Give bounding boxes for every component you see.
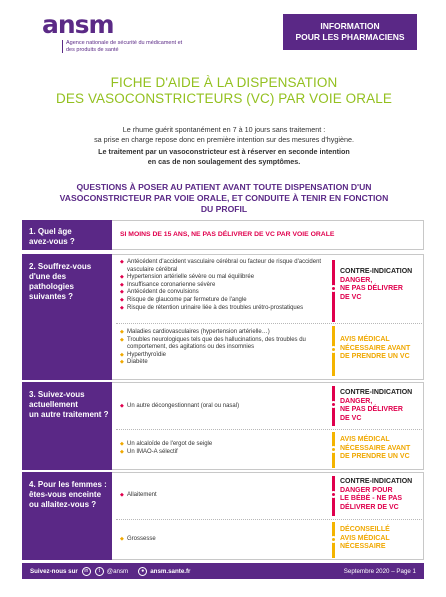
contraindication-bar (332, 386, 335, 426)
verdict-line: DE PRENDRE UN VC (340, 453, 410, 461)
verdict-head: CONTRE-INDICATION (340, 478, 413, 485)
page-title (46, 75, 402, 107)
list-item: ◆ Maladies cardiovasculaires (hypertension artérielle…) (120, 329, 330, 337)
question-pathologies-line-2: d'une des pathologies (29, 272, 74, 291)
list-item: ◆ Risque de rétention urinaire liée à des troubles urétro-prostatiques (120, 305, 330, 313)
section-title (56, 182, 392, 215)
treatment-medical-advice-list (120, 441, 330, 456)
bar-marker (330, 346, 337, 353)
intro-text (56, 125, 392, 167)
divider (116, 323, 422, 324)
linkedin-icon[interactable]: in (82, 567, 91, 576)
question-treatment-line-1: 3. Suivez-vous (29, 390, 85, 399)
verdict-line: DANGER, (340, 276, 373, 284)
verdict-line: DÉLIVRER DE VC (340, 503, 399, 511)
verdict-line: NE PAS DÉLIVRER (340, 285, 403, 293)
list-item: ◆ Grossesse (120, 536, 330, 544)
medical-advice-bar (332, 326, 335, 376)
twitter-icon[interactable]: t (95, 567, 104, 576)
list-item: ◆ Insuffisance coronarienne sévère (120, 282, 330, 290)
question-pathologies-line-1: 2. Souffrez-vous (29, 262, 92, 271)
medical-advice-bar (332, 432, 335, 468)
title-line-2: DES VASOCONSTRICTEURS (VC) PAR VOIE ORALE (56, 91, 392, 106)
pathologies-medical-advice-list (120, 329, 330, 367)
pregnancy-contraindication-verdict (340, 478, 412, 512)
intro-bold-2: en cas de non soulagement des symptômes. (147, 157, 301, 166)
list-item: ◆ Troubles neurologiques tels que des hallucinations, des troubles du comportement, des agitations ou des insomnies (120, 337, 330, 352)
question-pregnancy-line-1: 4. Pour les femmes : (29, 480, 107, 489)
logo-wordmark: ansm (42, 10, 114, 39)
question-age-line-2: avez-vous ? (29, 237, 75, 246)
verdict-line: AVIS MÉDICAL (340, 534, 390, 542)
website-link[interactable]: ansm.sante.fr (150, 567, 191, 575)
verdict-line: LE BÉBÉ - NE PAS (340, 495, 403, 503)
bar-marker (330, 401, 337, 408)
intro-line-1: Le rhume guérit spontanément en 7 à 10 jours sans traitement : (122, 125, 326, 134)
question-age-line-1: 1. Quel âge (29, 227, 72, 236)
divider (116, 429, 422, 430)
list-item: ◆ Un alcaloïde de l'ergot de seigle (120, 441, 330, 449)
verdict-line: NÉCESSAIRE AVANT (340, 444, 411, 452)
verdict-line: AVIS MÉDICAL (340, 436, 390, 443)
divider (116, 519, 422, 520)
treatment-contraindication-list (120, 403, 330, 411)
verdict-line: AVIS MÉDICAL (340, 336, 390, 343)
footer-follow-label: Suivez-nous sur (30, 567, 78, 575)
question-pathologies-line-3: suivantes ? (29, 292, 74, 301)
section-title-line-1: QUESTIONS À POSER AU PATIENT AVANT TOUTE DISPENSATION D'UN (76, 182, 372, 192)
verdict-line: NÉCESSAIRE (340, 543, 386, 551)
twitter-handle[interactable]: @ansm (106, 567, 129, 575)
pregnancy-medical-advice-verdict (340, 526, 390, 552)
section-title-line-2: VASOCONSTRICTEUR PAR VOIE ORALE, ET CONDUITE À TENIR EN FONCTION DU PROFIL (59, 193, 389, 214)
bar-marker (330, 285, 337, 292)
bar-marker (330, 536, 337, 543)
question-treatment-line-2: actuellement (29, 400, 78, 409)
question-other-treatment (22, 382, 112, 470)
treatment-contraindication-verdict (340, 389, 412, 423)
medical-advice-bar (332, 522, 335, 558)
contraindication-bar (332, 476, 335, 516)
verdict-line: DANGER, (340, 397, 373, 405)
answer-age-text: SI MOINS DE 15 ANS, NE PAS DÉLIVRER DE VC PAR VOIE ORALE (120, 231, 335, 238)
verdict-line: DE VC (340, 414, 362, 422)
audience-line-1: INFORMATION (320, 21, 380, 31)
pathologies-contraindication-verdict (340, 268, 412, 302)
bar-marker (330, 446, 337, 453)
question-pregnancy-line-2: êtes-vous enceinte (29, 490, 102, 499)
ansm-logo (42, 12, 182, 53)
list-item: ◆ Un autre décongestionnant (oral ou nasal) (120, 403, 330, 411)
bar-marker (330, 491, 337, 498)
page-number: Septembre 2020 – Page 1 (343, 567, 416, 575)
footer (22, 563, 424, 579)
verdict-line: NÉCESSAIRE AVANT (340, 344, 411, 352)
list-item: ◆ Diabète (120, 359, 330, 367)
verdict-line: DE VC (340, 293, 362, 301)
logo-subtitle: Agence nationale de sécurité du médicament et des produits de santé (62, 40, 192, 53)
audience-banner (283, 14, 417, 50)
globe-icon: ● (138, 567, 147, 576)
question-treatment-line-3: un autre traitement ? (29, 410, 109, 419)
question-pregnancy (22, 472, 112, 560)
pathologies-medical-advice-verdict (340, 336, 410, 362)
list-item: ◆ Un IMAO-A sélectif (120, 449, 330, 457)
list-item: ◆ Hyperthyroïdie (120, 352, 330, 360)
list-item: ◆ Risque de glaucome par fermeture de l'angle (120, 297, 330, 305)
list-item: ◆ Antécédent de convulsions (120, 289, 330, 297)
verdict-head: CONTRE-INDICATION (340, 389, 413, 396)
pregnancy-medical-advice-list (120, 536, 330, 544)
page (16, 0, 430, 597)
verdict-line: DANGER POUR (340, 486, 393, 494)
verdict-line: DÉCONSEILLÉ (340, 526, 390, 533)
question-pathologies (22, 254, 112, 380)
verdict-line: DE PRENDRE UN VC (340, 353, 410, 361)
title-line-1: FICHE D'AIDE À LA DISPENSATION (110, 75, 338, 90)
list-item: ◆ Hypertension artérielle sévère ou mal équilibrée (120, 274, 330, 282)
verdict-head: CONTRE-INDICATION (340, 268, 413, 275)
list-item: ◆ Allaitement (120, 492, 330, 500)
intro-line-2: sa prise en charge repose donc en première intention sur des mesures d'hygiène. (94, 135, 354, 144)
pregnancy-contraindication-list (120, 492, 330, 500)
intro-bold-1: Le traitement par un vasoconstricteur est à réserver en seconde intention (98, 147, 350, 156)
pathologies-contraindication-list (120, 259, 330, 312)
contraindication-bar (332, 260, 335, 322)
question-pregnancy-line-3: ou allaitez-vous ? (29, 500, 97, 509)
question-age (22, 220, 112, 250)
treatment-medical-advice-verdict (340, 436, 410, 462)
audience-line-2: POUR LES PHARMACIENS (295, 32, 405, 42)
verdict-line: NE PAS DÉLIVRER (340, 406, 403, 414)
list-item: ◆ Antécédent d'accident vasculaire cérébral ou facteur de risque d'accident vasculaire cérébral (120, 259, 330, 274)
